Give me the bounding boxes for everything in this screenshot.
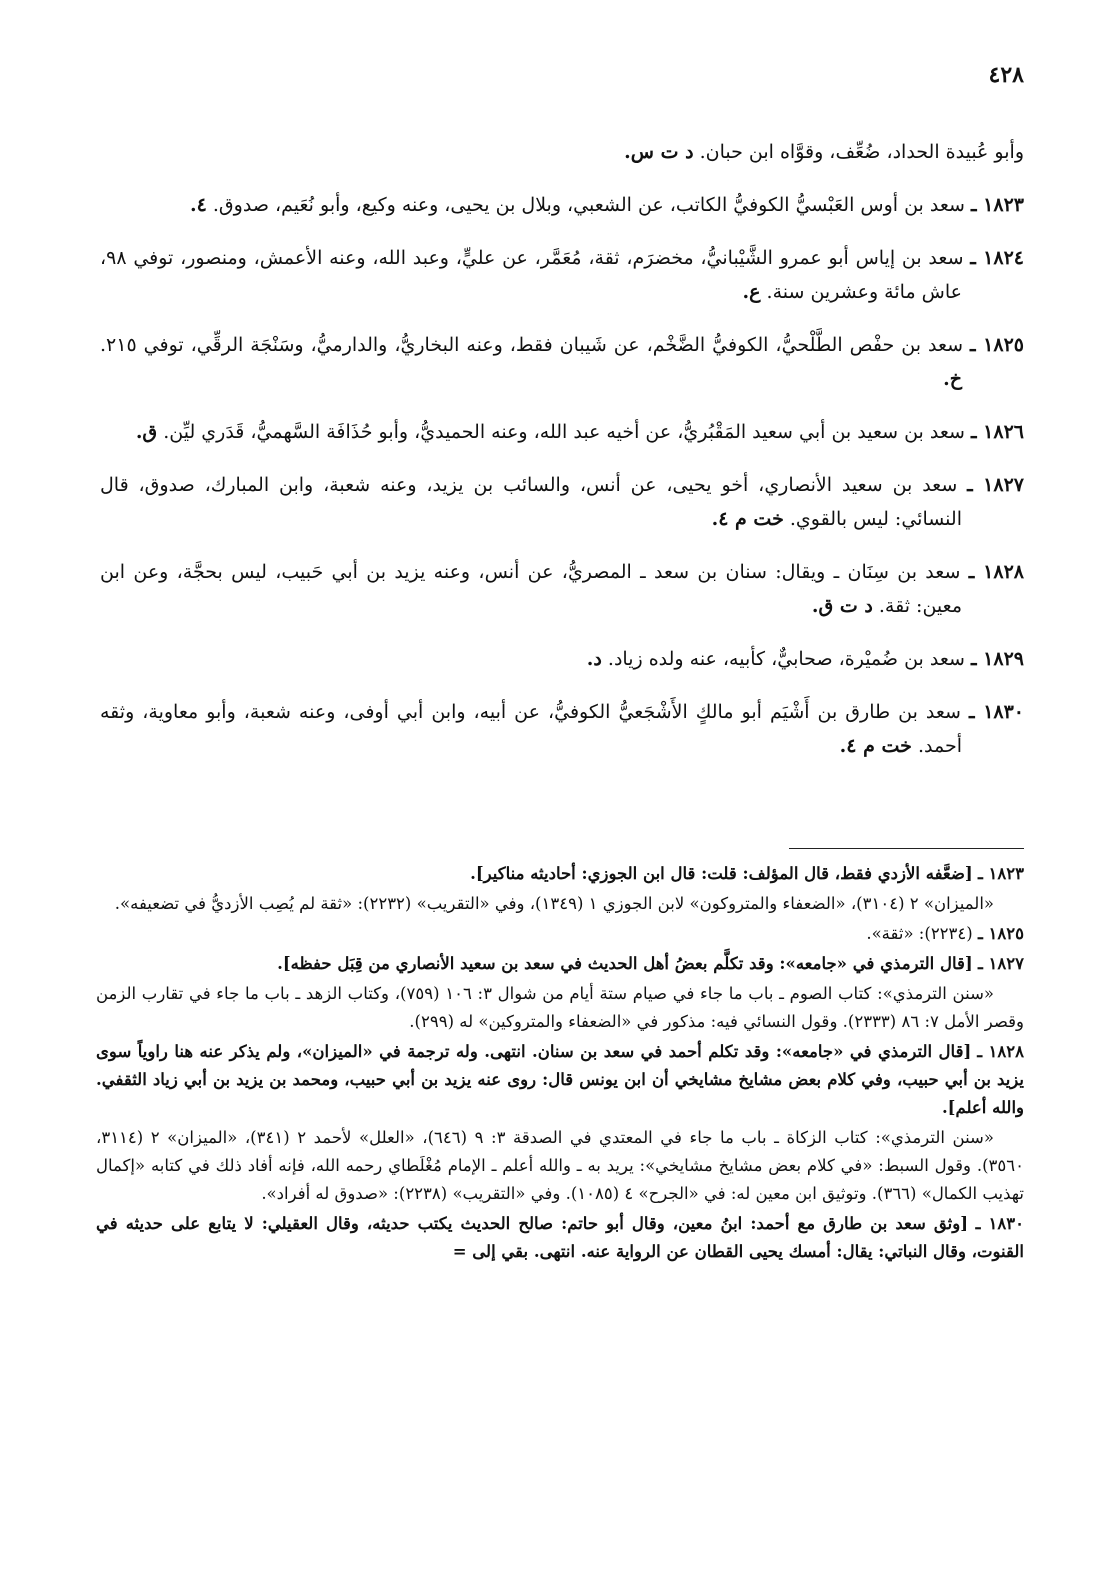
footnote-1828 [96, 1038, 1024, 1122]
entry-codes: د ت ق. [811, 595, 873, 617]
entry-1828 [100, 555, 1024, 623]
entry-text: سعد بن إياس أبو عمرو الشَّيْبانيُّ، مخضرَم، ثقة، مُعَمَّر، عن عليٍّ، وعبد الله، وعنه الأعمش، ومنصور، توفي ٩٨، عاش مائة وعشرين سنة. [100, 247, 964, 303]
entry-number: ١٨٢٧ ـ [967, 474, 1024, 496]
footnote-sources: «سنن الترمذي»: كتاب الزكاة ـ باب ما جاء في المعتدي في الصدقة ٣: ٩ (٦٤٦)، «العلل» لأحمد ٢ (٣٤١)، «الميزان» ٢ (٣١١٤، ٣٥٦٠). وقول السبط: «في كلام بعض مشايخ مشايخي»: يريد به ـ والله أعلم ـ الإمام مُغْلَطاي رحمه الله، فإنه أفاد ذلك في كتابه «إكمال تهذيب الكمال» (٣٦٦). وتوثيق ابن معين له: في «الجرح» ٤ (١٠٨٥). وفي «التقريب» (٢٢٣٨): «صدوق له أفراد». [96, 1128, 1024, 1203]
entry-number: ١٨٢٣ ـ [970, 194, 1024, 216]
entry-number: ١٨٣٠ ـ [969, 701, 1025, 723]
footnote-number: ١٨٢٣ ـ [977, 864, 1024, 883]
entry-codes: خت م ٤. [839, 735, 912, 757]
main-text [100, 116, 1024, 773]
page-number: ٤٢٨ [988, 62, 1024, 88]
entry-codes: خت م ٤. [711, 508, 784, 530]
footnote-divider [789, 848, 1024, 849]
entry-1826 [100, 415, 1024, 449]
footnote-lead: [قال الترمذي في «جامعه»: وقد تكلم أحمد في سعد بن سنان. انتهى. وله ترجمة في «الميزان»، ولم يذكر عنه هنا راوياً سوى يزيد بن أبي حبيب، وفي كلام بعض مشايخ مشايخي أن ابن يونس قال: روى عنه يزيد بن أبي حبيب، ومحمد بن يزيد بن أبي زياد الثقفي. والله أعلم]. [96, 1042, 1024, 1117]
entry-1827 [100, 468, 1024, 536]
footnote-sources: «سنن الترمذي»: كتاب الصوم ـ باب ما جاء في صيام ستة أيام من شوال ٣: ١٠٦ (٧٥٩)، وكتاب الزهد ـ باب ما جاء في تقارب الزمن وقصر الأمل ٧: ٨٦ (٢٣٣٣). وقول النسائي فيه: مذكور في «الضعفاء والمتروكين» له (٢٩٩). [96, 984, 1024, 1031]
footnote-lead: [ضعَّفه الأزدي فقط، قال المؤلف: قلت: قال ابن الجوزي: أحاديثه مناكير]. [470, 864, 973, 883]
entry-1829 [100, 642, 1024, 676]
entry-codes: ٤. [190, 194, 207, 216]
footnote-sources: «الميزان» ٢ (٣١٠٤)، «الضعفاء والمتروكون» لابن الجوزي ١ (١٣٤٩)، وفي «التقريب» (٢٢٣٢): «ثقة لم يُصِب الأزديُّ في تضعيفه». [114, 894, 994, 913]
footnote-1825 [96, 920, 1024, 948]
entry-text: سعد بن سعيد الأنصاري، أخو يحيى، عن أنس، والسائب بن يزيد، وعنه شعبة، وابن المبارك، صدوق، قال النسائي: ليس بالقوي. [100, 474, 962, 530]
footnote-number: ١٨٢٧ ـ [977, 954, 1024, 973]
entry-number: ١٨٢٩ ـ [970, 648, 1024, 670]
entry-text: سعد بن حفْص الطَّلْحيُّ، الكوفيُّ الضَّخْم، عن شَيبان فقط، وعنه البخاريُّ، والدارميُّ، وسَنْجَة الرقِّي، توفي ٢١٥. [100, 334, 964, 356]
entry-continuation [100, 135, 1024, 169]
footnote-lead: [وثق سعد بن طارق مع أحمد: ابنُ معين، وقال أبو حاتم: صالح الحديث يكتب حديثه، وقال العقيلي: لا يتابع على حديثه في القنوت، وقال النباتي: يقال: أمسك يحيى القطان عن الرواية عنه. انتهى. بقي إلى = [96, 1214, 1024, 1261]
entry-text: وأبو عُبيدة الحداد، ضُعِّف، وقوَّاه ابن حبان. [699, 141, 1024, 163]
entry-text: سعد بن ضُميْرة، صحابيٌّ، كأبيه، عنه ولده زياد. [607, 648, 965, 670]
entry-1824 [100, 241, 1024, 309]
entry-number: ١٨٢٨ ـ [968, 561, 1024, 583]
entry-number: ١٨٢٦ ـ [970, 421, 1024, 443]
entry-1823 [100, 188, 1024, 222]
entry-text: سعد بن طارق بن أَشْيَم أبو مالكٍ الأَشْجَعيُّ الكوفيُّ، عن أبيه، وابن أبي أوفى، وعنه شعبة، وأبو معاوية، وثقه أحمد. [100, 701, 962, 757]
entry-codes: ق. [135, 421, 158, 443]
footnote-1827 [96, 950, 1024, 978]
entry-1830 [100, 695, 1024, 763]
entry-codes: د ت س. [624, 141, 694, 163]
entry-1825 [100, 328, 1024, 396]
footnote-1830 [96, 1210, 1024, 1266]
footnotes [96, 860, 1024, 1268]
entry-text: سعد بن أوس العَبْسيُّ الكوفيُّ الكاتب، عن الشعبي، وبلال بن يحيى، وعنه وكيع، وأبو نُعَيم، صدوق. [212, 194, 965, 216]
footnote-number: ١٨٢٥ ـ [977, 924, 1024, 943]
entry-number: ١٨٢٤ ـ [970, 247, 1024, 269]
entry-text: سعد بن سِنَان ـ ويقال: سنان بن سعد ـ المصريُّ، عن أنس، وعنه يزيد بن أبي حَبيب، ليس بحجَّة، وعن ابن معين: ثقة. [100, 561, 962, 617]
footnote-lead: [قال الترمذي في «جامعه»: وقد تكلَّم بعضُ أهل الحديث في سعد بن سعيد الأنصاري من قِبَل حفظه]. [277, 954, 973, 973]
entry-codes: ع. [742, 281, 761, 303]
footnote-number: ١٨٣٠ ـ [975, 1214, 1024, 1233]
footnote-number: ١٨٢٨ ـ [977, 1042, 1024, 1061]
entry-codes: د. [586, 648, 602, 670]
entry-number: ١٨٢٥ ـ [970, 334, 1024, 356]
footnote-1823 [96, 860, 1024, 888]
footnote-lead: (٢٢٣٤): «ثقة». [866, 924, 973, 943]
entry-text: سعد بن سعيد بن أبي سعيد المَقْبُريُّ، عن أخيه عبد الله، وعنه الحميديُّ، وأبو حُذَافَة السَّهميُّ، قَدَري ليِّن. [163, 421, 965, 443]
entry-codes: خ. [943, 368, 962, 390]
